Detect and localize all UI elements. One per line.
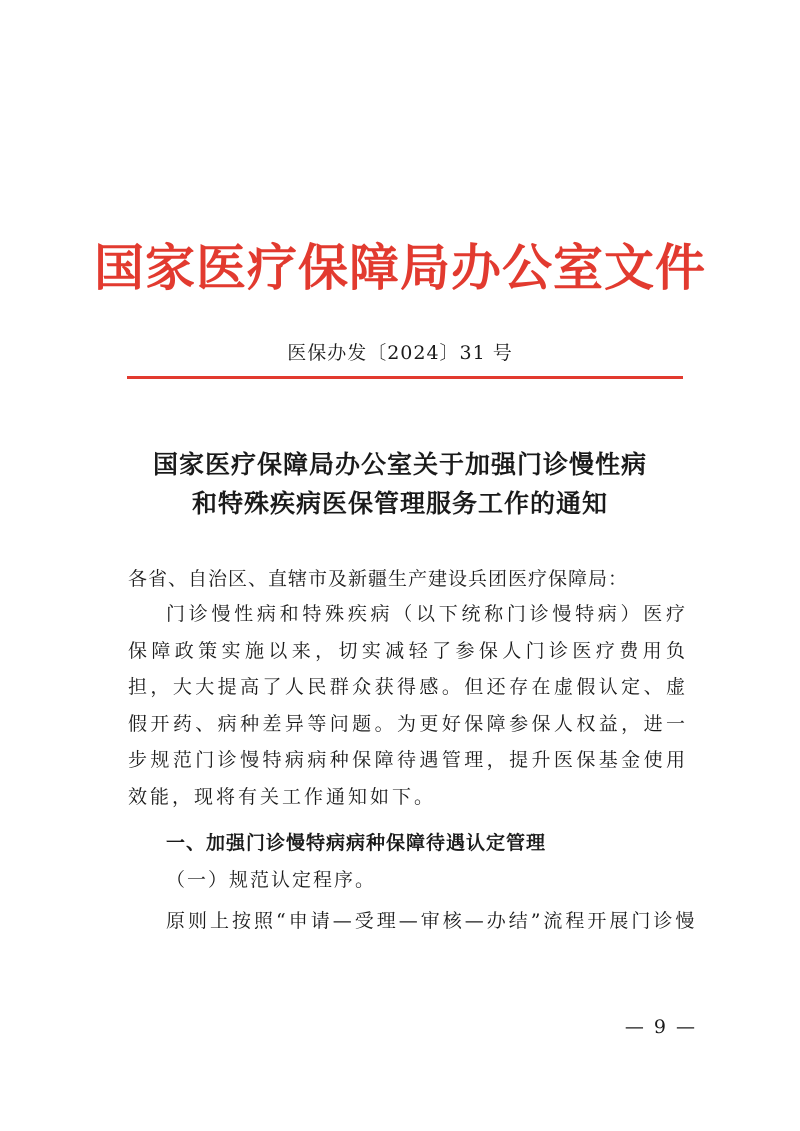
- subsection-heading-1: （一）规范认定程序。: [166, 869, 377, 891]
- document-number: 医保办发〔2024〕31 号: [287, 342, 513, 364]
- page-number: — 9 —: [624, 1016, 697, 1038]
- body-paragraph-2: 原则上按照“申请—受理—审核—办结”流程开展门诊慢: [166, 910, 698, 932]
- section-heading-1: 一、加强门诊慢特病病种保障待遇认定管理: [166, 832, 547, 854]
- notice-title-line-1: 国家医疗保障局办公室关于加强门诊慢性病: [152, 450, 647, 479]
- notice-title-line-2: 和特殊疾病医保管理服务工作的通知: [191, 489, 608, 518]
- body-paragraph-1: 门诊慢性病和特殊疾病（以下统称门诊慢特病）医疗保障政策实施以来，切实减轻了参保人门诊医疗费用负担，大大提高了人民群众获得感。但还存在虚假认定、虚假开药、病种差异等问题。为更好保障参保人权益，进一步规范门诊慢特病病种保障待遇管理，提升医保基金使用效能，现将有关工作通知如下。: [128, 603, 688, 808]
- addressee: 各省、自治区、直辖市及新疆生产建设兵团医疗保障局：: [128, 568, 629, 590]
- red-divider: [127, 376, 683, 379]
- masthead-title: 国家医疗保障局办公室文件: [94, 239, 706, 297]
